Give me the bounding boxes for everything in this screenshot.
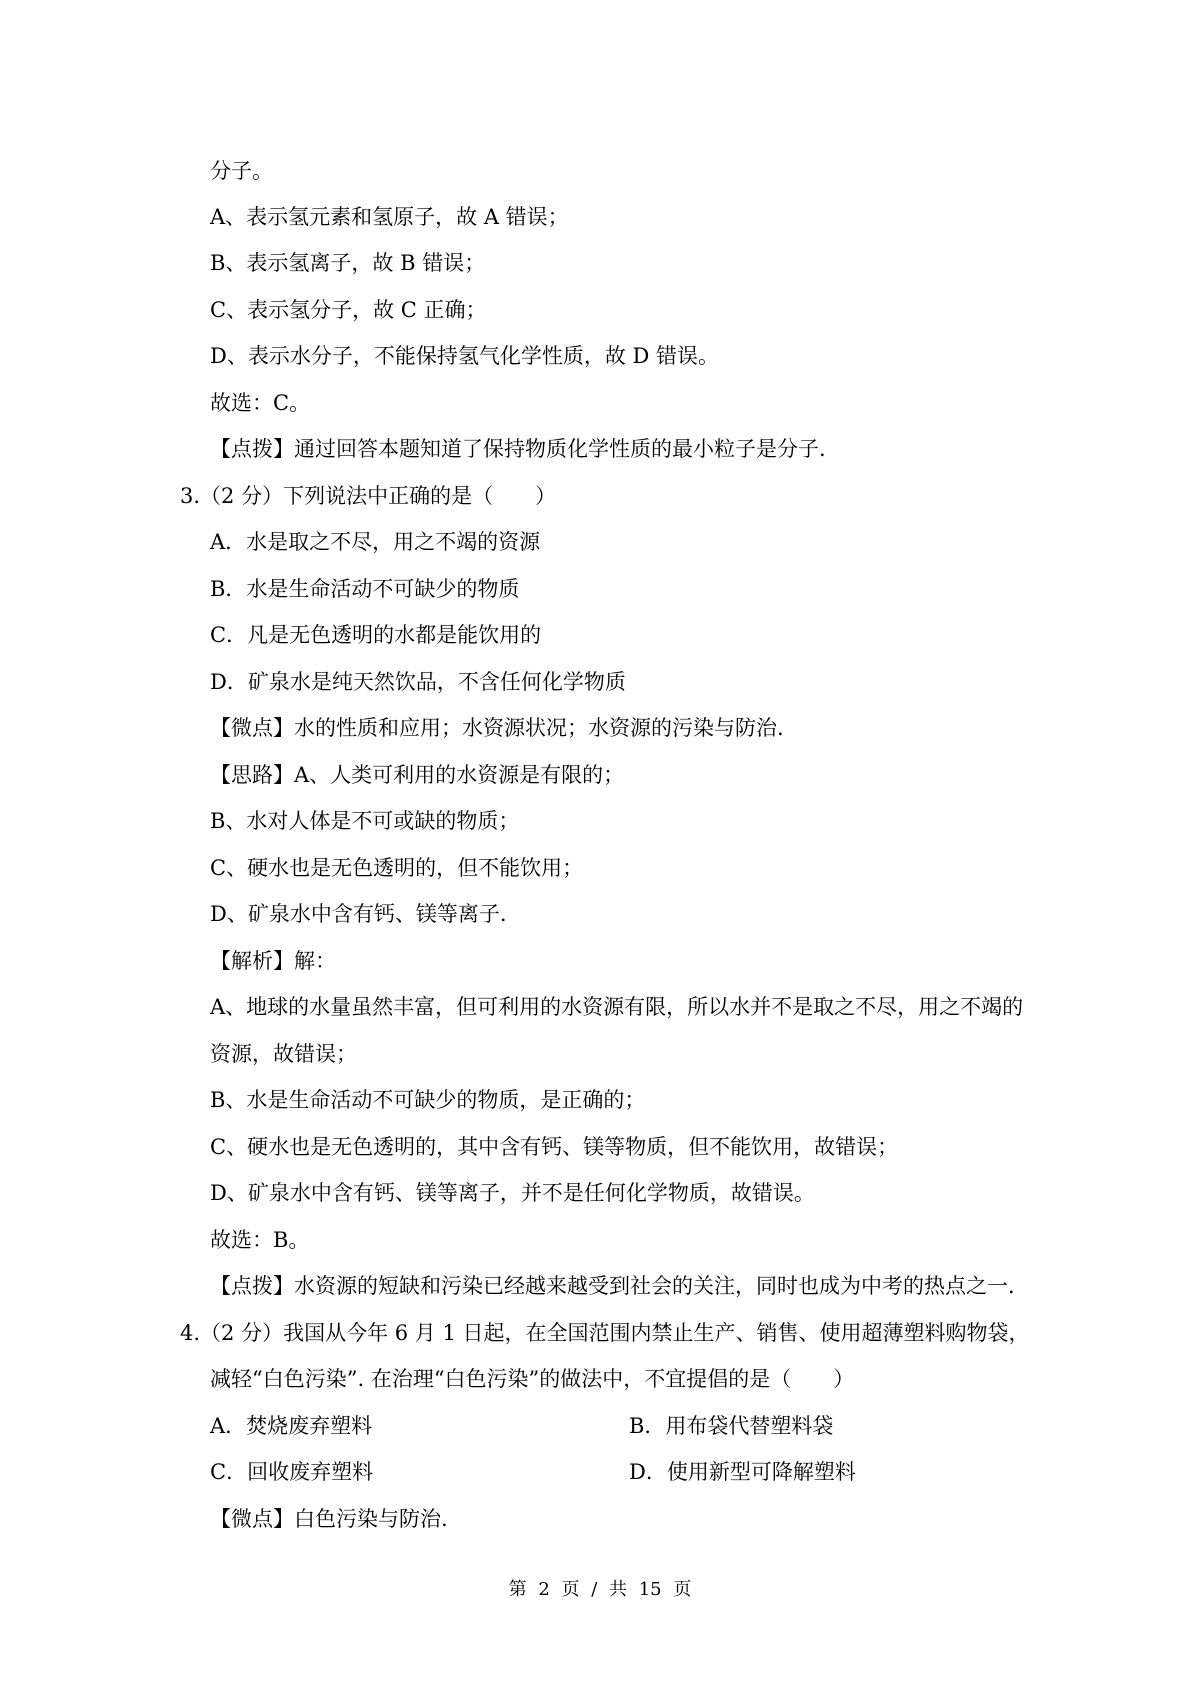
q4-option-d: D．使用新型可降解塑料 <box>629 1460 856 1484</box>
q4-option-c: C．回收废弃塑料 <box>210 1460 374 1484</box>
page-footer: 第 2 页 / 共 15 页 <box>508 1579 692 1600</box>
q3-tip: 【点拨】水资源的短缺和污染已经越来越受到社会的关注，同时也成为中考的热点之一. <box>210 1274 1015 1298</box>
q4-weidian: 【微点】白色污染与防治. <box>210 1507 448 1531</box>
q3-weidian: 【微点】水的性质和应用；水资源状况；水资源的污染与防治. <box>210 716 784 740</box>
q3-answer: 故选：B。 <box>210 1228 310 1252</box>
analysis-option-d: D、表示水分子，不能保持氢气化学性质，故 D 错误。 <box>210 344 720 368</box>
tip-line: 【点拨】通过回答本题知道了保持物质化学性质的最小粒子是分子. <box>210 437 826 461</box>
q3-option-a: A．水是取之不尽，用之不竭的资源 <box>210 530 541 554</box>
question-3-stem: 3.（2 分）下列说法中正确的是（ ） <box>180 484 557 508</box>
q3-option-c: C．凡是无色透明的水都是能饮用的 <box>210 623 542 647</box>
analysis-option-c: C、表示氢分子，故 C 正确； <box>210 298 487 322</box>
q4-option-b: B．用布袋代替塑料袋 <box>629 1414 834 1438</box>
q3-silu-line: C、硬水也是无色透明的，但不能饮用； <box>210 856 584 880</box>
q3-jiexi-line: D、矿泉水中含有钙、镁等离子，并不是任何化学物质，故错误。 <box>210 1181 815 1205</box>
q3-silu-line: B、水对人体是不可或缺的物质； <box>210 809 520 833</box>
q3-jiexi-line: 资源，故错误； <box>210 1042 357 1066</box>
q3-silu-line: D、矿泉水中含有钙、镁等离子. <box>210 902 507 926</box>
question-4-stem-cont: 减轻“白色污染”. 在治理“白色污染”的做法中，不宜提倡的是（ ） <box>210 1367 855 1391</box>
q3-jiexi-line: C、硬水也是无色透明的，其中含有钙、镁等物质，但不能饮用，故错误； <box>210 1135 899 1159</box>
q3-option-b: B．水是生命活动不可缺少的物质 <box>210 577 520 601</box>
text-line: 分子。 <box>210 159 273 183</box>
q3-jiexi-line: B、水是生命活动不可缺少的物质，是正确的； <box>210 1088 646 1112</box>
q3-option-d: D．矿泉水是纯天然饮品，不含任何化学物质 <box>210 670 626 694</box>
analysis-option-b: B、表示氢离子，故 B 错误； <box>210 251 486 275</box>
q3-silu-line: 【思路】A、人类可利用的水资源是有限的； <box>210 763 625 787</box>
q3-jiexi-line: A、地球的水量虽然丰富，但可利用的水资源有限，所以水并不是取之不尽，用之不竭的 <box>210 995 1024 1019</box>
analysis-option-a: A、表示氢元素和氢原子，故 A 错误； <box>210 205 569 229</box>
question-4-stem: 4.（2 分）我国从今年 6 月 1 日起，在全国范围内禁止生产、销售、使用超薄塑料购物袋， <box>180 1321 1030 1345</box>
answer-line: 故选：C。 <box>210 391 311 415</box>
q3-jiexi-head: 【解析】解： <box>210 949 336 973</box>
q4-option-a: A．焚烧废弃塑料 <box>210 1414 373 1438</box>
